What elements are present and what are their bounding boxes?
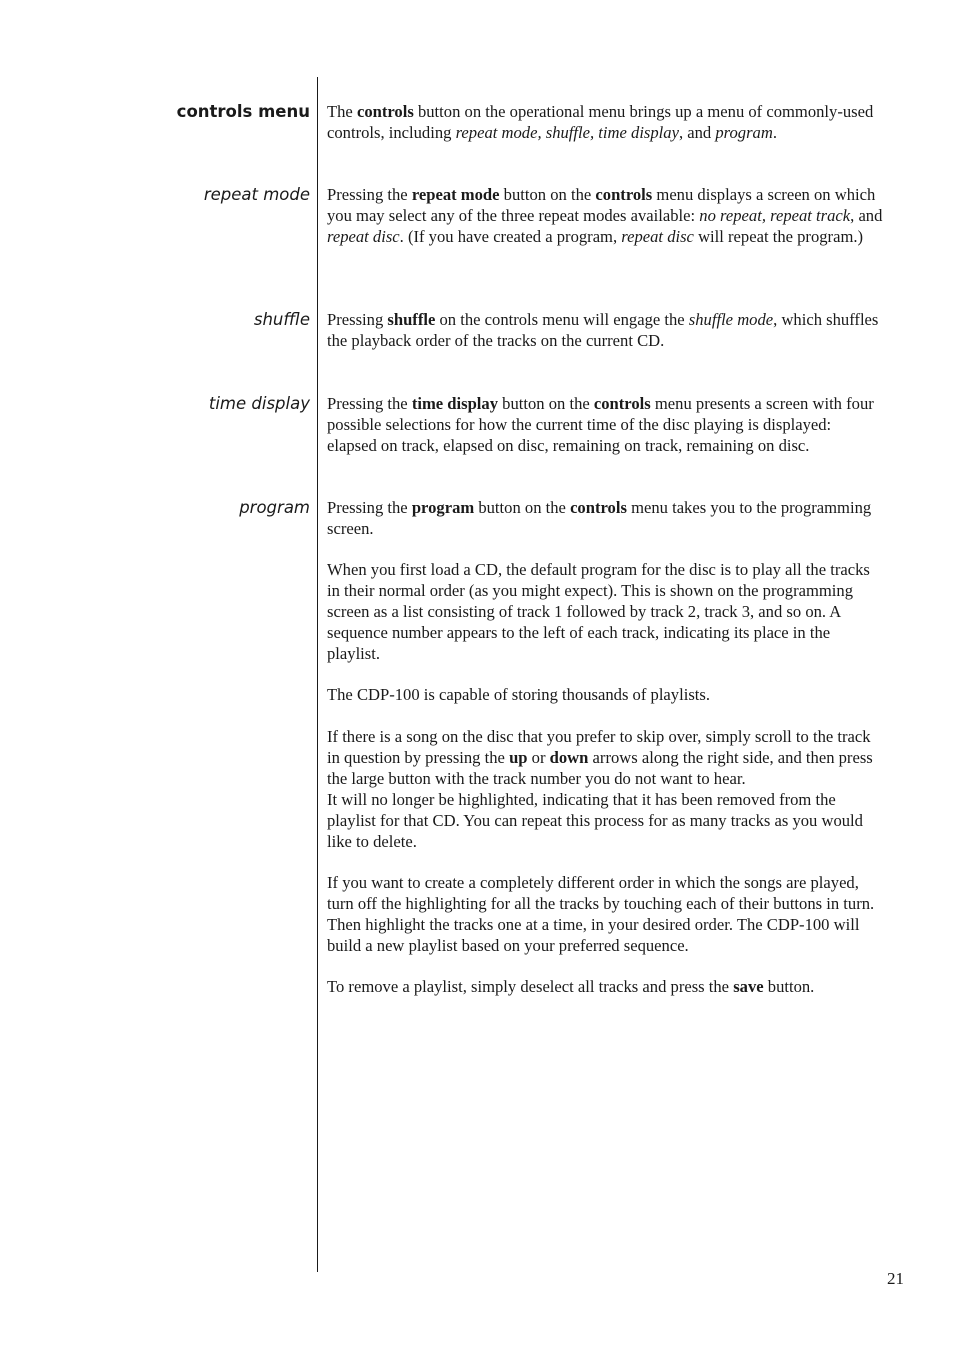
repeat-mode-paragraph	[327, 185, 883, 248]
time-display-paragraph	[327, 394, 883, 457]
italic-term: repeat disc	[621, 226, 694, 246]
controls-menu-paragraph	[327, 102, 883, 144]
program-paragraph-4	[327, 727, 883, 852]
text-run: .	[772, 122, 777, 142]
bold-term: time display	[411, 394, 499, 413]
text-run: If you want to create a completely different order in which the songs are played, turn off the highlighting for all the tracks by touching each of their buttons in turn. Then highlight the tracks one at a time, in your desired order. The CDP-100 will build a new playlist based on your preferred sequence.	[327, 873, 875, 955]
text-run: When you first load a CD, the default program for the disc is to play all the tracks in their normal order (as you might expect). This is shown on the programming screen as a list consisting of track 1 followed by track 2, track 3, and so on. A sequence number appears to the left of each track, indicating its place in the playlist.	[327, 560, 870, 663]
text-run: It will no longer be highlighted, indicating that it has been removed from the playlist for that CD. You can repeat this process for as many tracks as you would like to delete.	[327, 789, 863, 851]
shuffle-paragraph	[327, 310, 883, 352]
heading-shuffle: shuffle	[253, 310, 310, 329]
bold-term: controls	[595, 185, 653, 204]
program-paragraph-1	[327, 498, 883, 540]
text-run: , and	[850, 205, 883, 225]
text-run: Pressing the	[327, 185, 412, 204]
text-run: button on the	[498, 394, 594, 413]
text-run: The CDP-100 is capable of storing thousands of playlists.	[327, 685, 710, 704]
text-run: or	[527, 747, 550, 767]
text-run: , which shuffles the playback order of the tracks on the current CD.	[327, 310, 879, 350]
text-run: on the controls menu will engage the	[435, 310, 689, 329]
italic-term: repeat mode, shuffle, time display	[455, 122, 679, 142]
italic-term: program	[715, 122, 773, 142]
bold-term: down	[549, 747, 589, 767]
bold-term: controls	[356, 102, 414, 121]
bold-term: save	[733, 977, 764, 996]
bold-term: controls	[593, 394, 651, 413]
bold-term: program	[411, 498, 475, 517]
bold-term: repeat mode	[411, 185, 500, 204]
bold-term: shuffle	[387, 310, 436, 329]
program-paragraph-3	[327, 685, 883, 706]
text-run: , and	[678, 122, 716, 142]
italic-term: shuffle mode	[688, 310, 774, 329]
program-paragraph-5	[327, 873, 883, 957]
heading-repeat-mode: repeat mode	[203, 185, 310, 204]
text-run: The	[327, 102, 357, 121]
page-number: 21	[887, 1269, 904, 1288]
text-run: Pressing	[327, 310, 388, 329]
italic-term: no repeat, repeat track	[699, 205, 851, 225]
bold-term: controls	[570, 498, 627, 517]
text-run: button on the	[474, 498, 571, 517]
program-paragraph-2	[327, 560, 883, 665]
program-paragraph-6	[327, 977, 883, 998]
text-run: will repeat the program.)	[693, 226, 864, 246]
text-run: arrows along the right side, and then press the large button with the track number you do not want to hear.	[327, 747, 873, 788]
text-run: menu takes you to the programming screen.	[327, 498, 872, 538]
text-run: button on the operational menu brings up a menu of commonly-used controls, including	[327, 102, 874, 142]
text-run: Pressing the	[327, 498, 412, 517]
text-run: To remove a playlist, simply deselect all tracks and press the	[327, 977, 734, 996]
text-run: . (If you have created a program,	[399, 226, 622, 246]
text-run: menu displays a screen on which you may select any of the three repeat modes available:	[327, 185, 876, 225]
italic-term: repeat disc	[327, 226, 400, 246]
heading-controls-menu: controls menu	[176, 102, 310, 121]
heading-program: program	[239, 498, 310, 517]
text-run: Pressing the	[327, 394, 412, 413]
column-divider-rule	[317, 77, 318, 1272]
text-run: button.	[763, 977, 815, 996]
text-run: If there is a song on the disc that you prefer to skip over, simply scroll to the track in question by pressing the	[327, 727, 871, 767]
text-run: menu presents a screen with four possible selections for how the current time of the disc playing is displayed: elapsed on track, elapsed on disc, remaining on track, remaining on disc.	[327, 394, 874, 455]
text-run: button on the	[499, 185, 596, 204]
heading-time-display: time display	[208, 394, 310, 413]
bold-term: up	[509, 747, 528, 767]
